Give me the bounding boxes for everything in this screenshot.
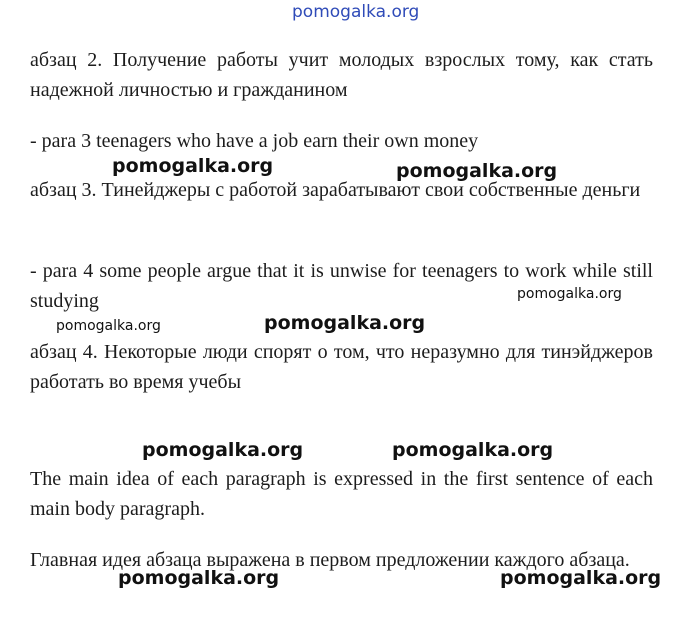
paragraph-abzac-4: абзац 4. Некоторые люди спорят о том, что неразумно для тинэйджеров работать во время учебы xyxy=(30,341,653,393)
paragraph-main-idea-ru: Главная идея абзаца выражена в первом предложении каждого абзаца. xyxy=(30,549,630,571)
paragraph-para-3: - para 3 teenagers who have a job earn their own money xyxy=(30,130,479,152)
paragraph-para-4: - para 4 some people argue that it is unwise for teenagers to work while still studying xyxy=(30,260,653,312)
watermark-1: pomogalka.org xyxy=(112,155,274,177)
watermark-2: pomogalka.org xyxy=(396,160,558,182)
watermark-6: pomogalka.org xyxy=(142,439,304,461)
watermark-4: pomogalka.org xyxy=(56,318,161,334)
watermark-top: pomogalka.org xyxy=(292,2,420,22)
paragraph-abzac-2: абзац 2. Получение работы учит молодых взрослых тому, как стать надежной личностью и гражданином xyxy=(30,49,653,101)
watermark-9: pomogalka.org xyxy=(500,567,662,589)
watermark-3: pomogalka.org xyxy=(517,286,622,302)
paragraph-abzac-3: абзац 3. Тинейджеры с работой зарабатывают свои собственные деньги xyxy=(30,179,641,201)
paragraph-main-idea-en: The main idea of each paragraph is expressed in the first sentence of each main body paragraph. xyxy=(30,468,653,520)
watermark-8: pomogalka.org xyxy=(118,567,280,589)
watermark-5: pomogalka.org xyxy=(264,312,426,334)
watermark-7: pomogalka.org xyxy=(392,439,554,461)
